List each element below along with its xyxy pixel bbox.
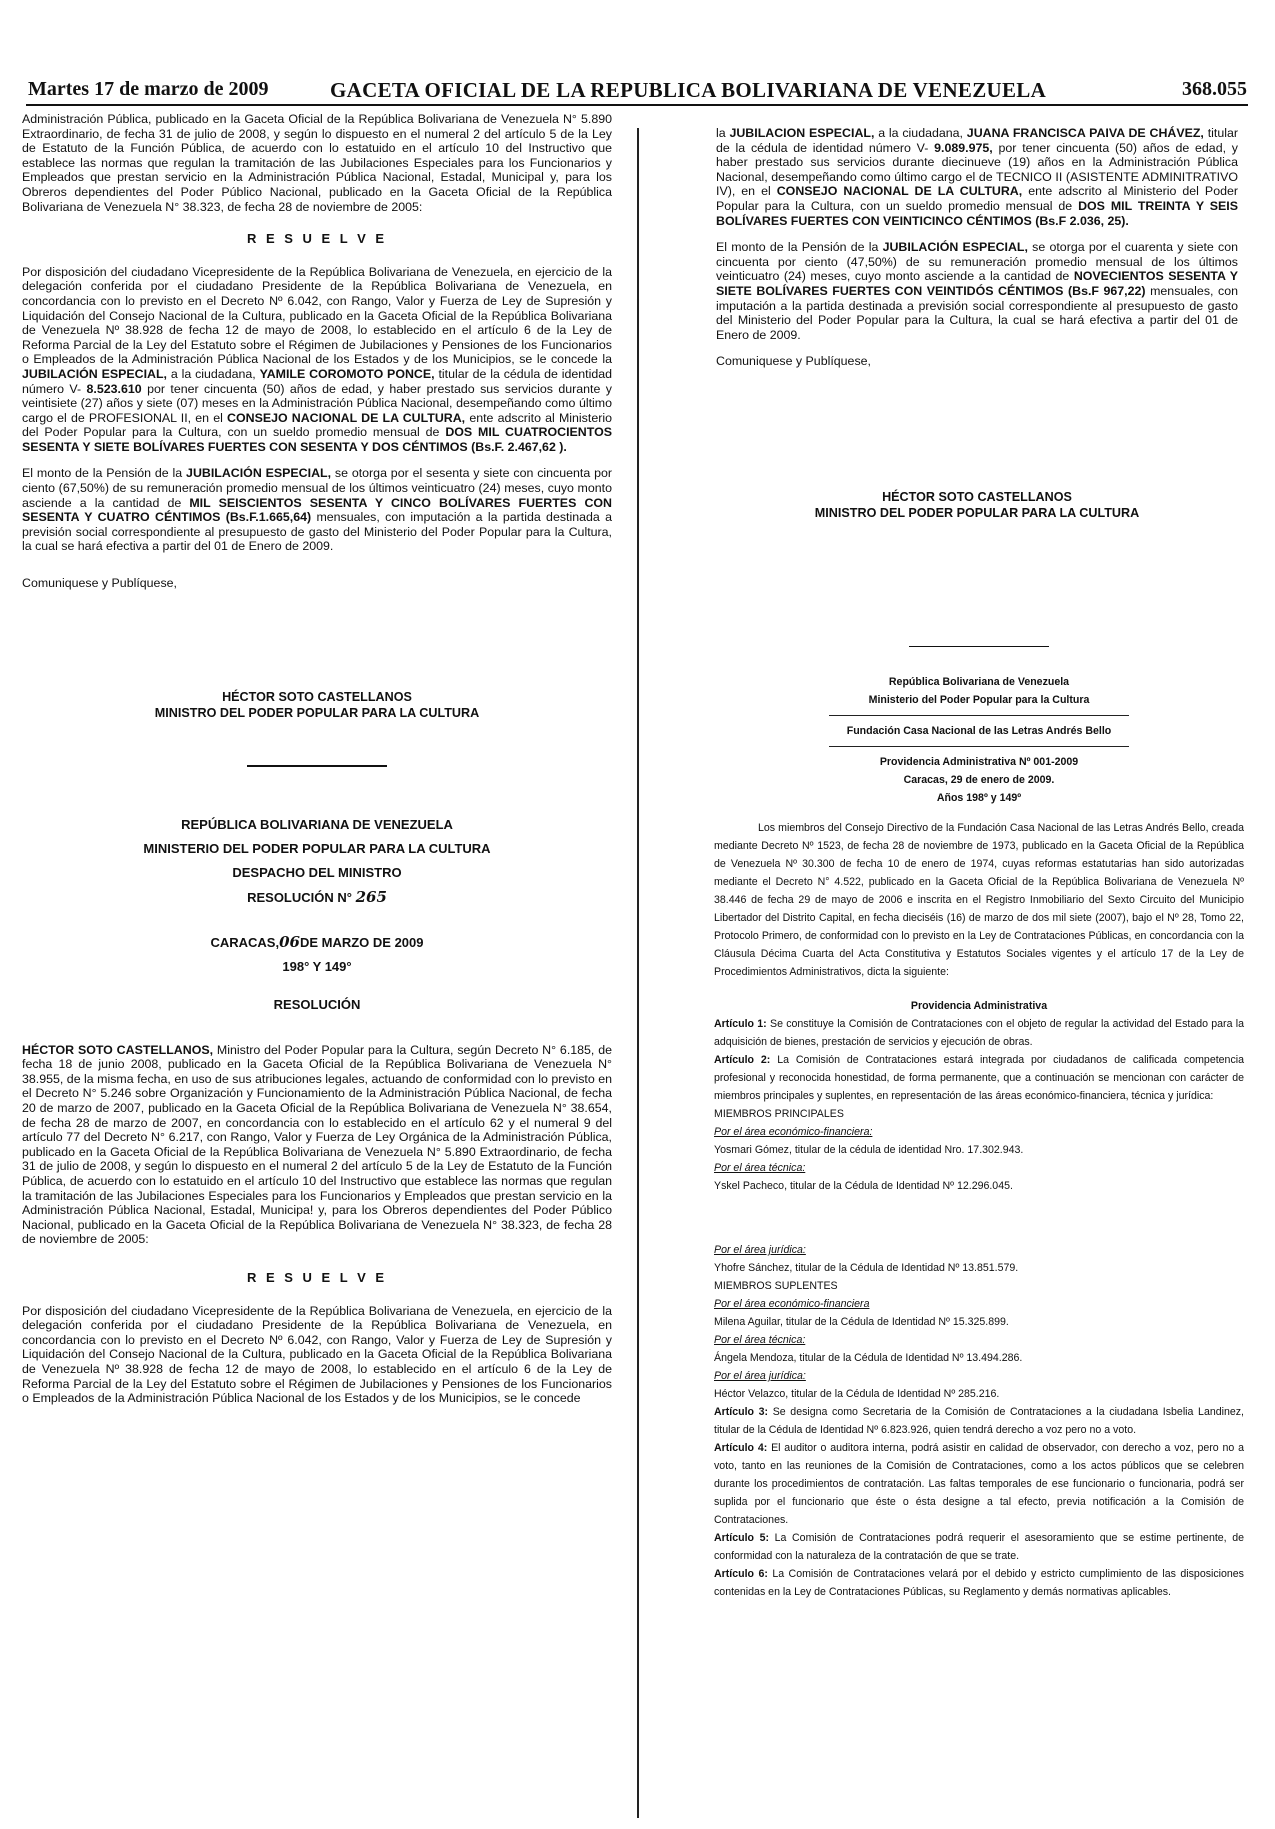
article: Artículo 3: Se designa como Secretaria de la Comisión de Contrataciones a la ciudadana Isbelia Landinez, titular de la Cédula de Identidad Nº 6.823.926, quien tendrá derecho a voz pero no a voto. xyxy=(714,1406,1244,1436)
paragraph: HÉCTOR SOTO CASTELLANOS, Ministro del Poder Popular para la Cultura, según Decreto N° 6.185, de fecha 18 de junio 2008, publicado en la Gaceta Oficial de la República Bolivariana de Venezuela N° 38.955, de la misma fecha, en uso de sus atribuciones legales, actuando de conformidad con lo previsto en el Decreto N° 5.246 sobre Organización y Funcionamiento de la Administración Pública Nacional, de fecha 20 de marzo de 2007, publicado en la Gaceta Oficial de la República Bolivariana de Venezuela N° 38.654, de fecha 28 de marzo de 2007, en concordancia con lo establecido en el artículo 62 y el numeral 9 del artículo 77 del Decreto N° 6.217, con Rango, Valor y Fuerza de Ley Orgánica de la Administración Pública, publicado en la Gaceta Oficial de la República Bolivariana de Venezuela N° 5.890 Extraordinario, de fecha 31 de julio de 2008, y según lo dispuesto en el numeral 2 del artículo 5 de la Ley de Estatuto de la Función Pública, de acuerdo con lo estatuido en el artículo 10 del Instructivo que establece las normas que regulan la tramitación de las Jubilaciones Especiales para los Funcionarios y Empleados que prestan servicio en la Administración Pública Nacional, Estadal, Municipa! y, para los Obreros dependientes del Poder Público Nacional, publicado en la Gaceta Oficial de la República Bolivariana de Venezuela N° 38.323, de fecha 28 de noviembre de 2005: xyxy=(22,1042,613,1247)
institution-line: Fundación Casa Nacional de las Letras Andrés Bello xyxy=(846,725,1112,737)
providencia-date: Caracas, 29 de enero de 2009. xyxy=(903,774,1055,786)
paragraph: Por disposición del ciudadano Vicepresidente de la República Bolivariana de Venezuela, en ejercicio de la delegación conferida por el ciudadano Presidente de la República Bolivariana de Venezuela, en concordancia con lo previsto en el Decreto Nº 6.042, con Rango, Valor y Fuerza de Ley de Supresión y Liquidación del Consejo Nacional de la Cultura, publicado en la Gaceta Oficial de la República Bolivariana de Venezuela Nº 38.928 de fecha 12 de mayo de 2008, lo establecido en el artículo 6 de la Ley de Reforma Parcial de la Ley del Estatuto sobre el Régimen de Jubilaciones y Pensiones de los Funcionarios o Empleados de la Administración Pública Nacional de los Estados y de los Municipios, se le concede xyxy=(22,1303,612,1406)
area-label: Por el área económico-financiera: xyxy=(714,1126,873,1138)
article: Artículo 1: Se constituye la Comisión de Contrataciones con el objeto de regular la actividad del Estado para la adquisición de bienes, prestación de servicios y ejecución de obras. xyxy=(714,1018,1244,1048)
article: Artículo 4: El auditor o auditora interna, podrá asistir en calidad de observador, con derecho a voz, pero no a voto, tanto en las reuniones de la Comisión de Contrataciones, como a los actos públicos que se celebren durante los procedimientos de contratación. Las faltas temporales de ese funcionario o funcionaria, podrá ser suplida por el funcionario que éste o ésta designe a tal efecto, previa notificación a la Comisión de Contrataciones. xyxy=(714,1442,1244,1526)
divider-line xyxy=(247,765,387,767)
page-header xyxy=(22,78,1247,104)
resuelve-heading: R E S U E L V E xyxy=(246,231,388,247)
paragraph: Por disposición del ciudadano Vicepresidente de la República Bolivariana de Venezuela, en ejercicio de la delegación conferida por el ciudadano Presidente de la República Bolivariana de Venezuela, en concordancia con lo previsto en el Decreto Nº 6.042, con Rango, Valor y Fuerza de Ley de Supresión y Liquidación del Consejo Nacional de la Cultura, publicado en la Gaceta Oficial de la República Bolivariana de Venezuela Nº 38.928 de fecha 12 de mayo de 2008, lo establecido en el artículo 6 de la Ley de Reforma Parcial de la Ley del Estatuto sobre el Régimen de Jubilaciones y Pensiones de los Funcionarios o Empleados de la Administración Pública Nacional de los Estados y de los Municipios, se le concede la JUBILACIÓN ESPECIAL, a la ciudadana, YAMILE COROMOTO PONCE, titular de la cédula de identidad número V- 8.523.610 por tener cincuenta (50) años de edad, y haber prestado sus servicios durante y veintisiete (27) años y siete (07) meses en la Administración Pública Nacional, desempeñando como último cargo el de PROFESIONAL II, en el CONSEJO NACIONAL DE LA CULTURA, ente adscrito al Ministerio del Poder Popular para la Cultura, con un sueldo promedio mensual de DOS MIL CUATROCIENTOS SESENTA Y SIETE BOLÍVARES FUERTES CON SESENTA Y DOS CÉNTIMOS (Bs.F. 2.467,62 ). xyxy=(22,264,612,454)
providencia-years: Años 198º y 149º xyxy=(936,792,1022,804)
area-label: Por el área técnica: xyxy=(714,1334,806,1346)
column-divider xyxy=(637,128,639,1818)
providencia-title: Providencia Administrativa xyxy=(910,1000,1048,1012)
article: Artículo 6: La Comisión de Contrataciones velará por el debido y estricto cumplimiento de las disposiciones contenidas en la Ley de Contrataciones Públicas, su Reglamento y demás normativas aplicables. xyxy=(714,1568,1244,1598)
area-label: Por el área jurídica: xyxy=(714,1370,806,1382)
area-label: Por el área jurídica: xyxy=(714,1244,806,1256)
signature-block xyxy=(716,489,1238,521)
page-number: 368.055 xyxy=(1182,78,1247,100)
right-column xyxy=(716,126,1238,521)
signatory-name: HÉCTOR SOTO CASTELLANOS xyxy=(222,689,412,704)
institution-line: Ministerio del Poder Popular para la Cultura xyxy=(868,694,1090,706)
left-column xyxy=(22,112,612,1418)
providencia-section xyxy=(714,646,1244,1601)
paragraph: Los miembros del Consejo Directivo de la Fundación Casa Nacional de las Letras Andrés Bello, creada mediante Decreto Nº 1523, de fecha 28 de noviembre de 1973, publicado en la Gaceta Oficial de la República de Venezuela Nº 30.300 de fecha 10 de enero de 1974, cuyas reformas estatutarias han sido autorizadas mediante el Decreto N° 4.522, publicado en la Gaceta Oficial de la República Bolivariana de Venezuela Nº 38.446 de fecha 29 de mayo de 2006 e inscrita en el Registro Inmobiliario del Sexto Circuito del Municipio Libertador del Distrito Capital, en fecha dieciséis (16) de marzo de dos mil siete (2007), bajo el Nº 28, Tomo 22, Protocolo Primero, de conformidad con lo previsto en la Ley de Contrataciones Públicas, en concordancia con la Cláusula Décima Cuarta del Acta Constitutiva y Estatutos Sociales vigentes y el artículo 17 de la Ley de Procedimientos Administrativos, dicta la siguiente: xyxy=(714,822,1244,978)
member-line: Milena Aguilar, titular de la Cédula de Identidad Nº 15.325.899. xyxy=(714,1316,1009,1328)
article: Artículo 5: La Comisión de Contrataciones podrá requerir el asesoramiento que se estime pertinente, de conformidad con la naturaleza de la contratación de que se trate. xyxy=(714,1532,1244,1562)
resolution-header: REPÚBLICA BOLIVARIANA DE VENEZUELA MINISTERIO DEL PODER POPULAR PARA LA CULTURA DESPACHO DEL MINISTRO RESOLUCIÓN N° 265 CARACAS,06DE MARZO DE 2009 198° Y 149° RESOLUCIÓN xyxy=(143,816,491,1012)
closing-text: Comuniquese y Publíquese, xyxy=(22,576,177,591)
signatory-name: HÉCTOR SOTO CASTELLANOS xyxy=(882,489,1072,504)
member-line: Yosmari Gómez, titular de la cédula de identidad Nro. 17.302.943. xyxy=(714,1144,1024,1156)
handwritten-number: 265 xyxy=(355,887,387,906)
paragraph: Administración Pública, publicado en la Gaceta Oficial de la República Bolivariana de Venezuela N° 5.890 Extraordinario, de fecha 31 de julio de 2008, y según lo dispuesto en el numeral 2 del artículo 5 de la Ley de Estatuto de la Función Pública, de acuerdo con lo estatuido en el artículo 10 del Instructivo que establece las normas que regulan la tramitación de las Jubilaciones Especiales para los Funcionarios y Empleados que prestan servicio en la Administración Pública Nacional, Estadal, Municipal y, para los Obreros dependientes del Poder Público Nacional, publicado en la Gaceta Oficial de la República Bolivariana de Venezuela N° 38.323, de fecha 28 de noviembre de 2005: xyxy=(22,112,612,214)
member-line: Yhofre Sánchez, titular de la Cédula de Identidad Nº 13.851.579. xyxy=(714,1262,1019,1274)
members-heading: MIEMBROS SUPLENTES xyxy=(714,1280,838,1292)
divider-line xyxy=(829,746,1129,747)
member-line: Héctor Velazco, titular de la Cédula de Identidad Nº 285.216. xyxy=(714,1388,1000,1400)
divider-line xyxy=(909,646,1049,647)
handwritten-day: 06 xyxy=(279,932,300,951)
header-title: GACETA OFICIAL DE LA REPUBLICA BOLIVARIANA DE VENEZUELA xyxy=(330,78,1047,102)
signatory-title: MINISTRO DEL PODER POPULAR PARA LA CULTURA xyxy=(154,705,480,720)
resuelve-heading: R E S U E L V E xyxy=(246,1269,388,1285)
header-rule xyxy=(26,104,1248,106)
member-line: Yskel Pacheco, titular de la Cédula de Identidad Nº 12.296.045. xyxy=(714,1180,1013,1192)
area-label: Por el área técnica: xyxy=(714,1162,806,1174)
closing-text: Comuniquese y Publíquese, xyxy=(716,354,871,369)
header-date: Martes 17 de marzo de 2009 xyxy=(28,78,269,100)
divider-line xyxy=(829,715,1129,716)
institution-line: República Bolivariana de Venezuela xyxy=(888,676,1070,688)
members-heading: MIEMBROS PRINCIPALES xyxy=(714,1108,844,1120)
paragraph: El monto de la Pensión de la JUBILACIÓN ESPECIAL, se otorga por el sesenta y siete con cincuenta por ciento (67,50%) de su remuneración promedio mensual de los últimos veinticuatro (24) meses, cuyo monto asciende a la cantidad de MIL SEISCIENTOS SESENTA Y CINCO BOLÍVARES FUERTES CON SESENTA Y CUATRO CÉNTIMOS (Bs.F.1.665,64) mensuales, con imputación a la partida destinada a previsión social correspondiente al presupuesto de gasto del Ministerio del Poder Popular para la Cultura, la cual se hará efectiva a partir del 01 de Enero de 2009. xyxy=(22,466,612,554)
paragraph: El monto de la Pensión de la JUBILACIÓN ESPECIAL, se otorga por el cuarenta y siete con cincuenta por ciento (47,50%) de su remuneración promedio mensual de los últimos veinticuatro (24) meses, cuyo monto asciende a la cantidad de NOVECIENTOS SESENTA Y SIETE BOLÍVARES FUERTES CON VEINTIDÓS CÉNTIMOS (Bs.F 967,22) mensuales, con imputación a la partida destinada a previsión social correspondiente al presupuesto de gasto del Ministerio del Poder Popular para la Cultura, la cual se hará efectiva a partir del 01 de Enero de 2009. xyxy=(716,240,1238,342)
providencia-number: Providencia Administrativa Nº 001-2009 xyxy=(879,756,1079,768)
signatory-title: MINISTRO DEL PODER POPULAR PARA LA CULTURA xyxy=(814,505,1140,520)
area-label: Por el área económico-financiera xyxy=(714,1298,870,1310)
signature-block xyxy=(22,689,612,721)
member-line: Ángela Mendoza, titular de la Cédula de Identidad Nº 13.494.286. xyxy=(714,1352,1023,1364)
paragraph: la JUBILACION ESPECIAL, a la ciudadana, JUANA FRANCISCA PAIVA DE CHÁVEZ, titular de la cédula de identidad número V- 9.089.975, por tener cincuenta (50) años de edad, y haber prestado sus servicios durante diecinueve (19) años en la Administración Pública Nacional, desempeñando como último cargo el de TECNICO II (ASISTENTE ADMINITRATIVO IV), en el CONSEJO NACIONAL DE LA CULTURA, ente adscrito al Ministerio del Poder Popular para la Cultura, con un sueldo promedio mensual de DOS MIL TREINTA Y SEIS BOLÍVARES FUERTES CON VEINTICINCO CÉNTIMOS (Bs.F 2.036, 25). xyxy=(716,126,1239,228)
article: Artículo 2: La Comisión de Contrataciones estará integrada por ciudadanos de calificada competencia profesional y reconocida honestidad, de forma permanente, que a continuación se mencionan con carácter de miembros principales y suplentes, en representación de las áreas económico-financiera, técnica y jurídica: xyxy=(714,1054,1244,1102)
